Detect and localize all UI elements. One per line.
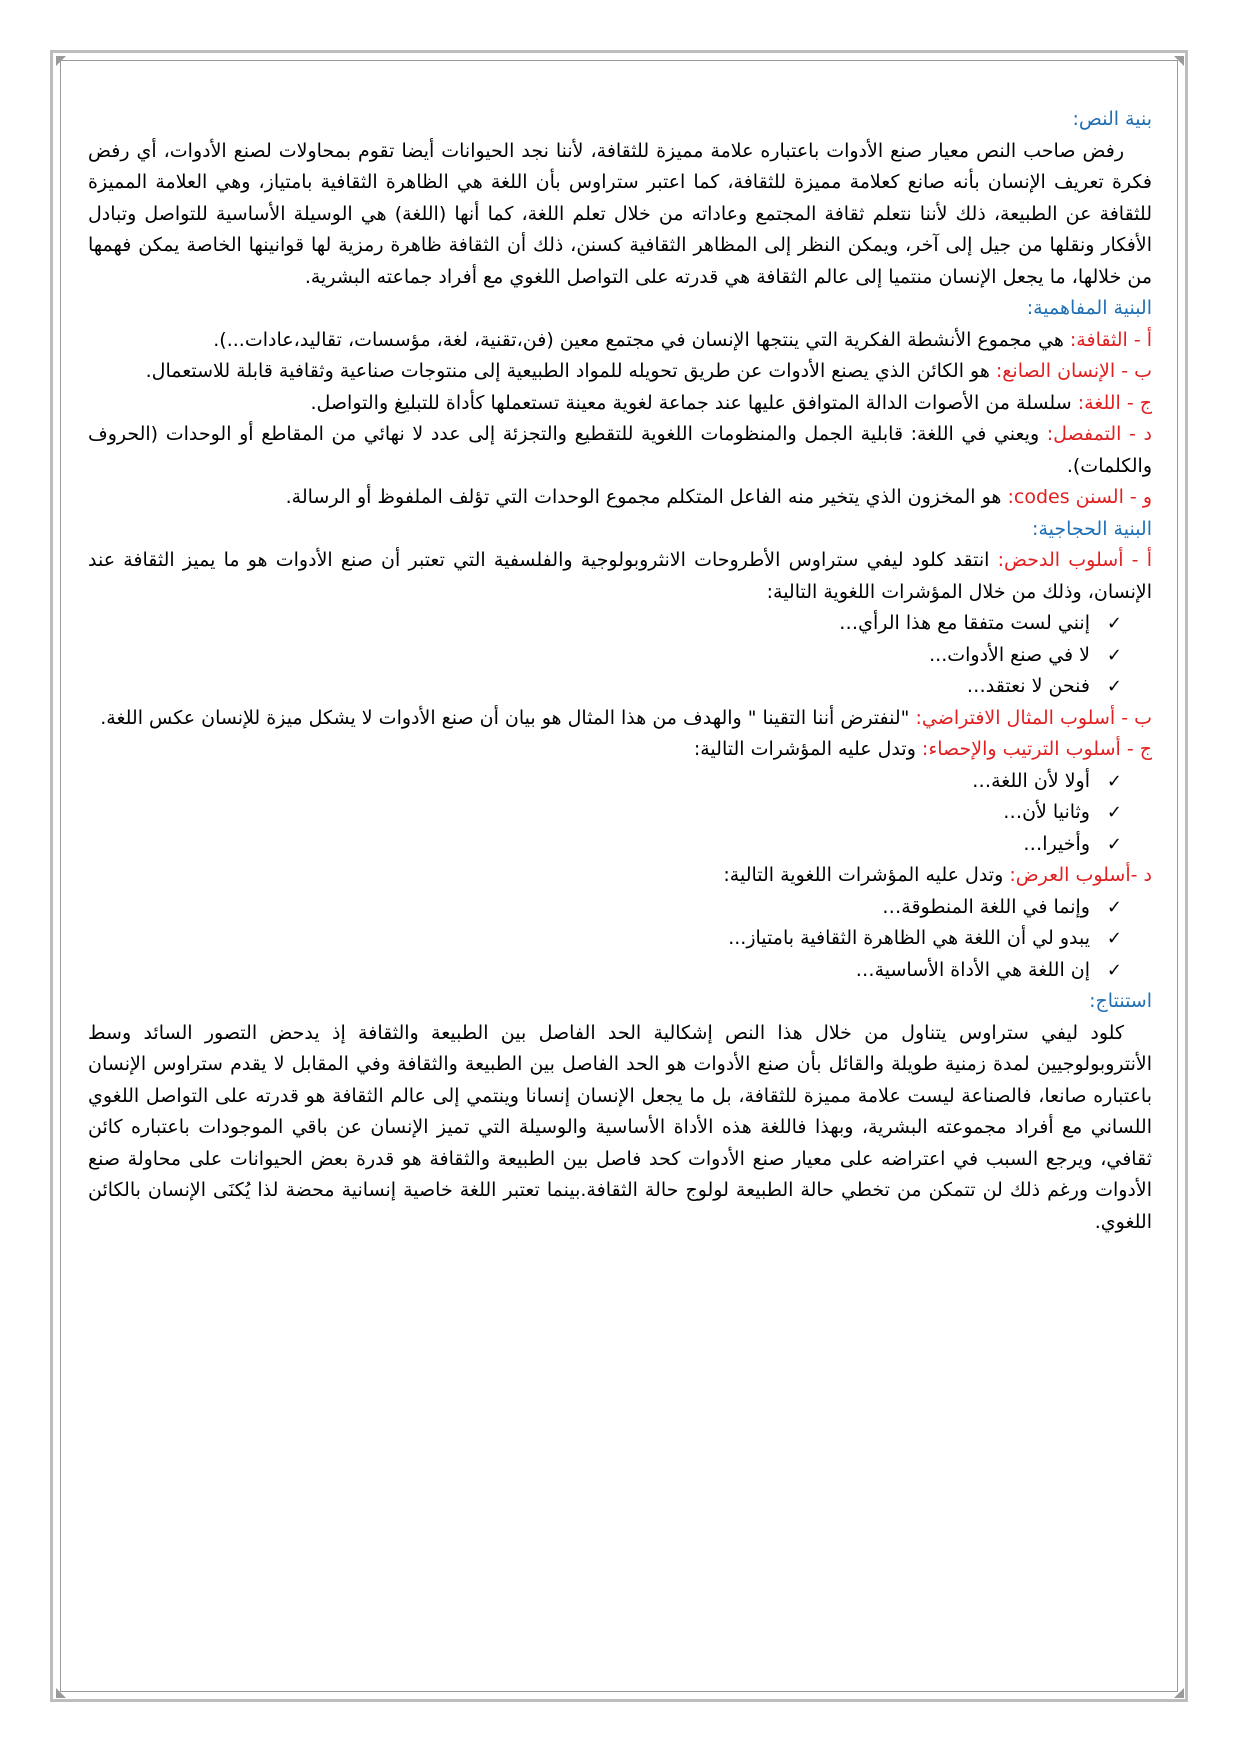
argument-label: د -أسلوب العرض: (1009, 864, 1152, 886)
concept-label: و - السنن codes: (1007, 486, 1152, 508)
concept-label: أ - الثقافة: (1069, 328, 1152, 351)
argument-text: وتدل عليه المؤشرات اللغوية التالية: (723, 864, 1010, 886)
ordering-indicators (88, 766, 1152, 861)
concept-text: هو المخزون الذي يتخير منه الفاعل المتكلم مجموع الوحدات التي تؤلف الملفوظ أو الرسالة. (285, 486, 1008, 508)
structure-heading: بنية النص: (1072, 108, 1152, 130)
checkmark-icon: ✓ (1106, 770, 1122, 792)
list-item: ✓ إن اللغة هي الأداة الأساسية… (88, 955, 1122, 987)
checkmark-icon: ✓ (1106, 928, 1122, 949)
document-body (88, 104, 1152, 1238)
concept-item (88, 482, 1152, 514)
checkmark-icon: ✓ (1106, 676, 1122, 697)
corner-ornament-bottom-right (1174, 1688, 1184, 1698)
list-item: ✓ أولا لأن اللغة… (88, 766, 1122, 798)
list-item: ✓ وإنما في اللغة المنطوقة… (88, 892, 1122, 924)
concept-label: د - التمفصل: (1046, 423, 1152, 445)
concepts-heading: البنية المفاهمية: (1026, 297, 1152, 319)
concept-item (88, 356, 1152, 388)
checkmark-icon: ✓ (1106, 802, 1122, 823)
concept-item (88, 325, 1152, 357)
checkmark-icon: ✓ (1106, 613, 1122, 634)
argument-text: انتقد كلود ليفي ستراوس الأطروحات الانثروبولوجية والفلسفية التي تعتبر أن صنع الأدوات هو ما يميز الثقافة عند الإنسان، وذلك من خلال المؤشرات اللغوية التالية: (88, 549, 1152, 603)
list-item: ✓ إنني لست متفقا مع هذا الرأي… (88, 608, 1122, 640)
list-item: ✓ يبدو لي أن اللغة هي الظاهرة الثقافية بامتياز... (88, 923, 1122, 955)
list-item: ✓ فنحن لا نعتقد… (88, 671, 1122, 703)
checkmark-icon: ✓ (1106, 959, 1122, 981)
checkmark-icon: ✓ (1106, 833, 1122, 855)
concept-text: هي مجموع الأنشطة الفكرية التي ينتجها الإنسان في مجتمع معين (فن،تقنية، لغة، مؤسسات، تقاليد،عادات...). (213, 328, 1070, 351)
checkmark-icon: ✓ (1106, 644, 1122, 666)
conclusion-paragraph: كلود ليفي ستراوس يتناول من خلال هذا النص إشكالية الحد الفاصل بين الطبيعة والثقافة إذ يدحض التصور السائد وسط الأنتروبولوجيين لمدة زمنية طويلة والقائل بأن صنع الأدوات هو الحد الفاصل بين الطبيعة والثقافة وفي المقابل لا يقدم ستراوس الإنسان باعتباره صانعا، فالصناعة ليست علامة مميزة للثقافة، بل ما يجعل الإنسان إنسانا وينتمي إلى عالم الثقافة هو قدرته على التواصل اللغوي اللساني مع أفراد مجموعته البشرية، وبهذا فاللغة هذه الأداة الأساسية والوسيلة التي تميز الإنسان عن باقي الموجودات باعتباره كائن ثقافي، ويرجع السبب في اعتراضه على معيار صنع الأدوات كحد فاصل بين الطبيعة والثقافة هو قدرة بعض الحيوانات على محاولة صنع الأدوات ورغم ذلك لن تتمكن من تخطي حالة الطبيعة لولوج حالة الثقافة.بينما تعتبر اللغة خاصية إنسانية محضة لذا يُكنَى الإنسان بالكائن اللغوي. (88, 1021, 1152, 1233)
argument-exposition (88, 860, 1152, 892)
argument-heading: البنية الحجاجية: (1032, 517, 1152, 540)
corner-ornament-top-left (56, 56, 66, 66)
refutation-indicators (88, 608, 1152, 703)
list-item: ✓ وأخيرا… (88, 829, 1122, 861)
concept-label: ج - اللغة: (1077, 391, 1152, 414)
exposition-indicators (88, 892, 1152, 987)
concept-text: هو الكائن الذي يصنع الأدوات عن طريق تحويله للمواد الطبيعية إلى منتوجات صناعية وثقافية قابلة للاستعمال. (145, 360, 996, 382)
corner-ornament-bottom-left (56, 1688, 66, 1698)
concept-item (88, 388, 1152, 420)
corner-ornament-top-right (1174, 56, 1184, 66)
argument-label: ب - أسلوب المثال الافتراضي: (915, 706, 1152, 729)
argument-text: "لنفترض أننا التقينا " والهدف من هذا المثال هو بيان أن صنع الأدوات لا يشكل ميزة للإنسان عكس اللغة. (100, 706, 916, 729)
concept-text: ويعني في اللغة: قابلية الجمل والمنظومات اللغوية للتقطيع والتجزئة إلى عدد لا نهائي من المقاطع أو الوحدات (الحروف والكلمات). (88, 423, 1152, 477)
concept-item (88, 419, 1152, 482)
argument-text: وتدل عليه المؤشرات التالية: (693, 738, 922, 760)
list-item: ✓ وثانيا لأن… (88, 797, 1122, 829)
structure-paragraph: رفض صاحب النص معيار صنع الأدوات باعتباره علامة مميزة للثقافة، لأننا نجد الحيوانات أيضا تقوم بمحاولات لصنع الأدوات، أي رفض فكرة تعريف الإنسان بأنه صانع كعلامة مميزة للثقافة، كما اعتبر ستراوس بأن اللغة هي الظاهرة الثقافية بامتياز، وهي العلامة المميزة للثقافة عن الطبيعة، ذلك لأننا نتعلم ثقافة المجتمع وعاداته من خلال تعلم اللغة، كما أنها (اللغة) هي الوسيلة الأساسية للتواصل وتبادل الأفكار ونقلها من جيل إلى آخر، ويمكن النظر إلى المظاهر الثقافية كسنن، ذلك أن الثقافة ظاهرة رمزية لها قوانينها الخاصة يمكن فهمها من خلالها، ما يجعل الإنسان منتميا إلى عالم الثقافة هي قدرته على التواصل اللغوي مع أفراد جماعته البشرية. (88, 139, 1152, 288)
argument-label: ج - أسلوب الترتيب والإحصاء: (921, 738, 1152, 760)
conclusion-heading: استنتاج: (1089, 990, 1152, 1012)
argument-refutation (88, 545, 1152, 608)
argument-ordering (88, 734, 1152, 766)
concept-text: سلسلة من الأصوات الدالة المتوافق عليها عند جماعة لغوية معينة تستعملها كأداة للتبليغ والتواصل. (310, 391, 1078, 414)
argument-hypothetical-example (88, 703, 1152, 735)
concept-label: ب - الإنسان الصانع: (995, 360, 1152, 382)
checkmark-icon: ✓ (1106, 896, 1122, 918)
argument-label: أ - أسلوب الدحض: (997, 549, 1152, 571)
list-item: ✓ لا في صنع الأدوات... (88, 640, 1122, 672)
